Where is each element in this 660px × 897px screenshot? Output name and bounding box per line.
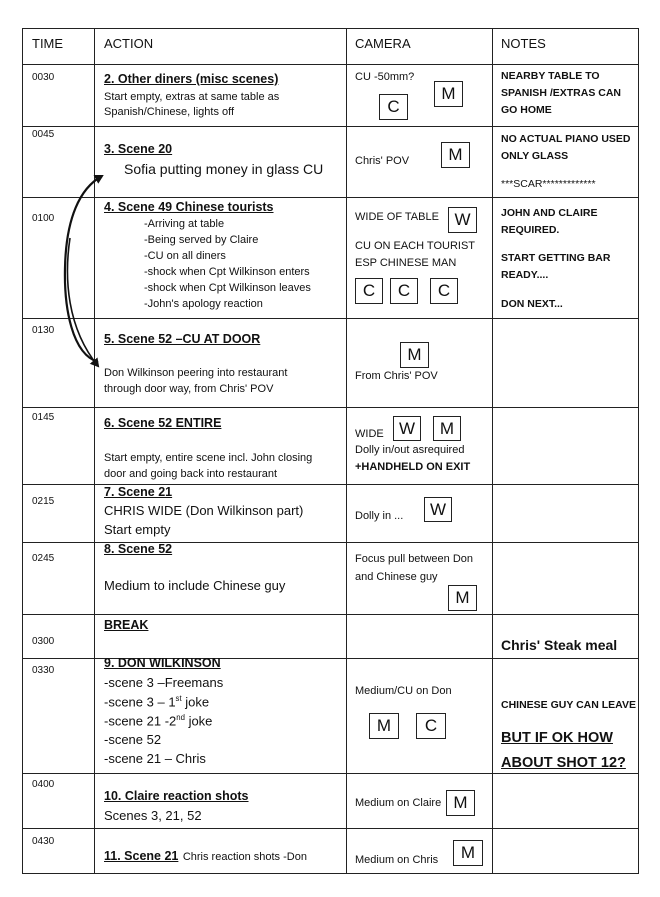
header-notes: NOTES bbox=[501, 36, 546, 51]
row-action-title: 2. Other diners (misc scenes) bbox=[104, 72, 279, 86]
row-time: 0030 bbox=[32, 72, 55, 83]
row-action-line: Start empty bbox=[104, 522, 171, 537]
row-camera-line: CU ON EACH TOURIST bbox=[355, 240, 475, 252]
row-action-line: -scene 3 – 1st joke bbox=[104, 694, 210, 710]
row-camera-line: Chris' POV bbox=[355, 155, 410, 167]
shooting-schedule-table bbox=[22, 28, 639, 874]
row-action-line: door and going back into restaurant bbox=[104, 468, 278, 480]
row-camera-line: ESP CHINESE MAN bbox=[355, 257, 457, 269]
row-notes-line: ONLY GLASS bbox=[501, 150, 569, 162]
row-time: 0130 bbox=[32, 325, 55, 336]
row-notes-line: GO HOME bbox=[501, 104, 552, 116]
row-action-title: 3. Scene 20 bbox=[104, 142, 173, 156]
row-notes-line: Chris' Steak meal bbox=[501, 637, 618, 653]
row-notes-line: BUT IF OK HOW bbox=[501, 730, 613, 746]
row-time: 0245 bbox=[32, 553, 55, 564]
row-action-line: -scene 3 –Freemans bbox=[104, 675, 224, 690]
row-notes-line: DON NEXT... bbox=[501, 298, 563, 310]
row-notes-line: ***SCAR************* bbox=[501, 178, 596, 190]
shot-tag: M bbox=[453, 840, 483, 866]
row-notes-line: SPANISH /EXTRAS CAN bbox=[501, 87, 621, 99]
row-time: 0100 bbox=[32, 213, 55, 224]
shot-tag: M bbox=[448, 585, 477, 611]
row-action-line: Don Wilkinson peering into restaurant bbox=[104, 367, 288, 379]
row-notes-line: CHINESE GUY CAN LEAVE bbox=[501, 699, 636, 711]
shot-tag: M bbox=[400, 342, 429, 368]
row-time: 0300 bbox=[32, 636, 55, 647]
header-time: TIME bbox=[32, 36, 64, 51]
row-action-line: -scene 21 -2nd joke bbox=[104, 713, 213, 729]
row-time: 0330 bbox=[32, 665, 55, 676]
row-camera-line: Medium on Chris bbox=[355, 854, 439, 866]
row-camera-line: WIDE OF TABLE bbox=[355, 211, 439, 223]
row-action-line: Medium to include Chinese guy bbox=[104, 578, 286, 593]
row-action-line: -scene 21 – Chris bbox=[104, 751, 206, 766]
shot-tag: M bbox=[441, 142, 470, 168]
row-action-title: 9. DON WILKINSON bbox=[104, 656, 221, 670]
row-action-line: Spanish/Chinese, lights off bbox=[104, 106, 235, 118]
row-time: 0400 bbox=[32, 779, 55, 790]
row-time: 0215 bbox=[32, 496, 55, 507]
row-action-line: -Being served by Claire bbox=[144, 234, 259, 246]
row-notes-line: ABOUT SHOT 12? bbox=[501, 755, 626, 771]
row-action-line: through door way, from Chris' POV bbox=[104, 383, 274, 395]
row-camera-line: From Chris' POV bbox=[355, 370, 438, 382]
row-time: 0430 bbox=[32, 836, 55, 847]
row-camera-line: +HANDHELD ON EXIT bbox=[355, 461, 471, 473]
row-action-line: -shock when Cpt Wilkinson leaves bbox=[144, 282, 311, 294]
row-notes-line: REQUIRED. bbox=[501, 224, 560, 236]
row-notes-line: NEARBY TABLE TO bbox=[501, 70, 600, 82]
shot-tag: W bbox=[393, 416, 421, 441]
row-action-title: 7. Scene 21 bbox=[104, 485, 173, 499]
row-time: 0145 bbox=[32, 412, 55, 423]
row-action-line: -shock when Cpt Wilkinson enters bbox=[144, 266, 310, 278]
shot-tag: W bbox=[424, 497, 452, 522]
shot-tag: C bbox=[430, 278, 458, 304]
row-camera-line: Dolly in ... bbox=[355, 510, 404, 522]
row-action-title: 4. Scene 49 Chinese tourists bbox=[104, 200, 274, 214]
row-notes-line: READY.... bbox=[501, 269, 549, 281]
row-action-title: 10. Claire reaction shots bbox=[104, 789, 249, 803]
header-action: ACTION bbox=[104, 36, 154, 51]
row-camera-line: WIDE bbox=[355, 428, 384, 440]
row-action-line: Start empty, entire scene incl. John closing bbox=[104, 452, 313, 464]
row-action-line: -CU on all diners bbox=[144, 250, 226, 262]
shot-tag: C bbox=[416, 713, 446, 739]
break-label: BREAK bbox=[104, 618, 149, 632]
row-action-line: -Arriving at table bbox=[144, 218, 225, 230]
row-camera-line: CU -50mm? bbox=[355, 71, 415, 83]
shot-tag: C bbox=[390, 278, 418, 304]
row-action-title: 11. Scene 21 Chris reaction shots -Don bbox=[104, 849, 307, 863]
curved-arrow-icon bbox=[22, 28, 639, 874]
row-action-line: -John's apology reaction bbox=[144, 298, 263, 310]
row-notes-line: NO ACTUAL PIANO USED bbox=[501, 133, 631, 145]
header-camera: CAMERA bbox=[355, 36, 411, 51]
row-action-line: -scene 52 bbox=[104, 732, 162, 747]
row-camera-line: Medium/CU on Don bbox=[355, 685, 452, 697]
row-action-line: Start empty, extras at same table as bbox=[104, 91, 280, 103]
shot-tag: M bbox=[433, 416, 461, 441]
row-time: 0045 bbox=[32, 129, 55, 140]
row-notes-line: JOHN AND CLAIRE bbox=[501, 207, 598, 219]
row-action-title: 5. Scene 52 –CU AT DOOR bbox=[104, 332, 261, 346]
shot-tag: M bbox=[446, 790, 475, 816]
row-camera-line: Dolly in/out asrequired bbox=[355, 444, 465, 456]
row-notes-line: START GETTING BAR bbox=[501, 252, 611, 264]
shot-tag: C bbox=[355, 278, 383, 304]
shot-tag: C bbox=[379, 94, 408, 120]
row-action-line: Scenes 3, 21, 52 bbox=[104, 808, 202, 823]
shot-tag: M bbox=[369, 713, 399, 739]
row-action-line: Sofia putting money in glass CU bbox=[124, 161, 324, 177]
shot-tag: W bbox=[448, 207, 477, 233]
row-action-line: CHRIS WIDE (Don Wilkinson part) bbox=[104, 503, 304, 518]
shot-tag: M bbox=[434, 81, 463, 107]
row-action-title: 6. Scene 52 ENTIRE bbox=[104, 416, 222, 430]
row-camera-line: and Chinese guy bbox=[355, 571, 438, 583]
row-camera-line: Medium on Claire bbox=[355, 797, 442, 809]
row-action-title: 8. Scene 52 bbox=[104, 542, 173, 556]
row-camera-line: Focus pull between Don bbox=[355, 553, 474, 565]
